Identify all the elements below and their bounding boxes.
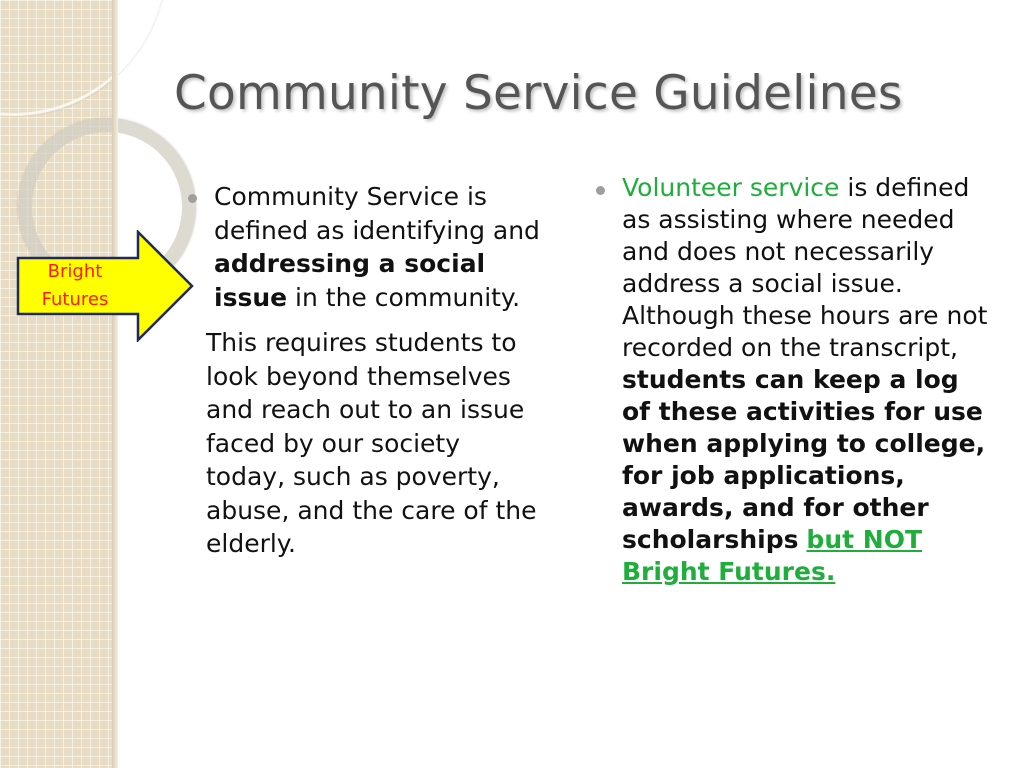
left-column: [186, 180, 546, 561]
bullet-volunteer-service: [594, 172, 994, 588]
bullet-text: is defined as assisting where needed and does not necessarily address a social issue. Although these hours are not recorded on the transcript,: [622, 173, 988, 362]
decorative-ring: [0, 0, 166, 116]
bullet-community-service: [186, 180, 546, 314]
slide-title: Community Service Guidelines: [174, 66, 903, 121]
explanation-paragraph: This requires students to look beyond themselves and reach out to an issue faced by our society today, such as poverty, abuse, and the care of the elderly.: [206, 328, 537, 558]
right-column: [594, 172, 994, 588]
not-bright-futures-link[interactable]: but NOT Bright Futures.: [622, 525, 922, 586]
arrow-label-line1: Bright: [47, 261, 103, 282]
bullet-text: Community Service is defined as identifying and: [214, 182, 540, 245]
arrow-label-line2: Futures: [41, 288, 109, 310]
arrow-label: [20, 258, 130, 314]
volunteer-service-term: Volunteer service: [622, 173, 840, 202]
bullet-bold-text: addressing a social issue: [214, 249, 486, 312]
sidebar-edge: [112, 0, 118, 768]
bullet-text-end: in the community.: [287, 282, 521, 312]
decorative-sidebar: [0, 0, 112, 768]
bullet-bold-text: students can keep a log of these activities for use when applying to college, for job applications, awards, and for other scholarships: [622, 365, 986, 554]
